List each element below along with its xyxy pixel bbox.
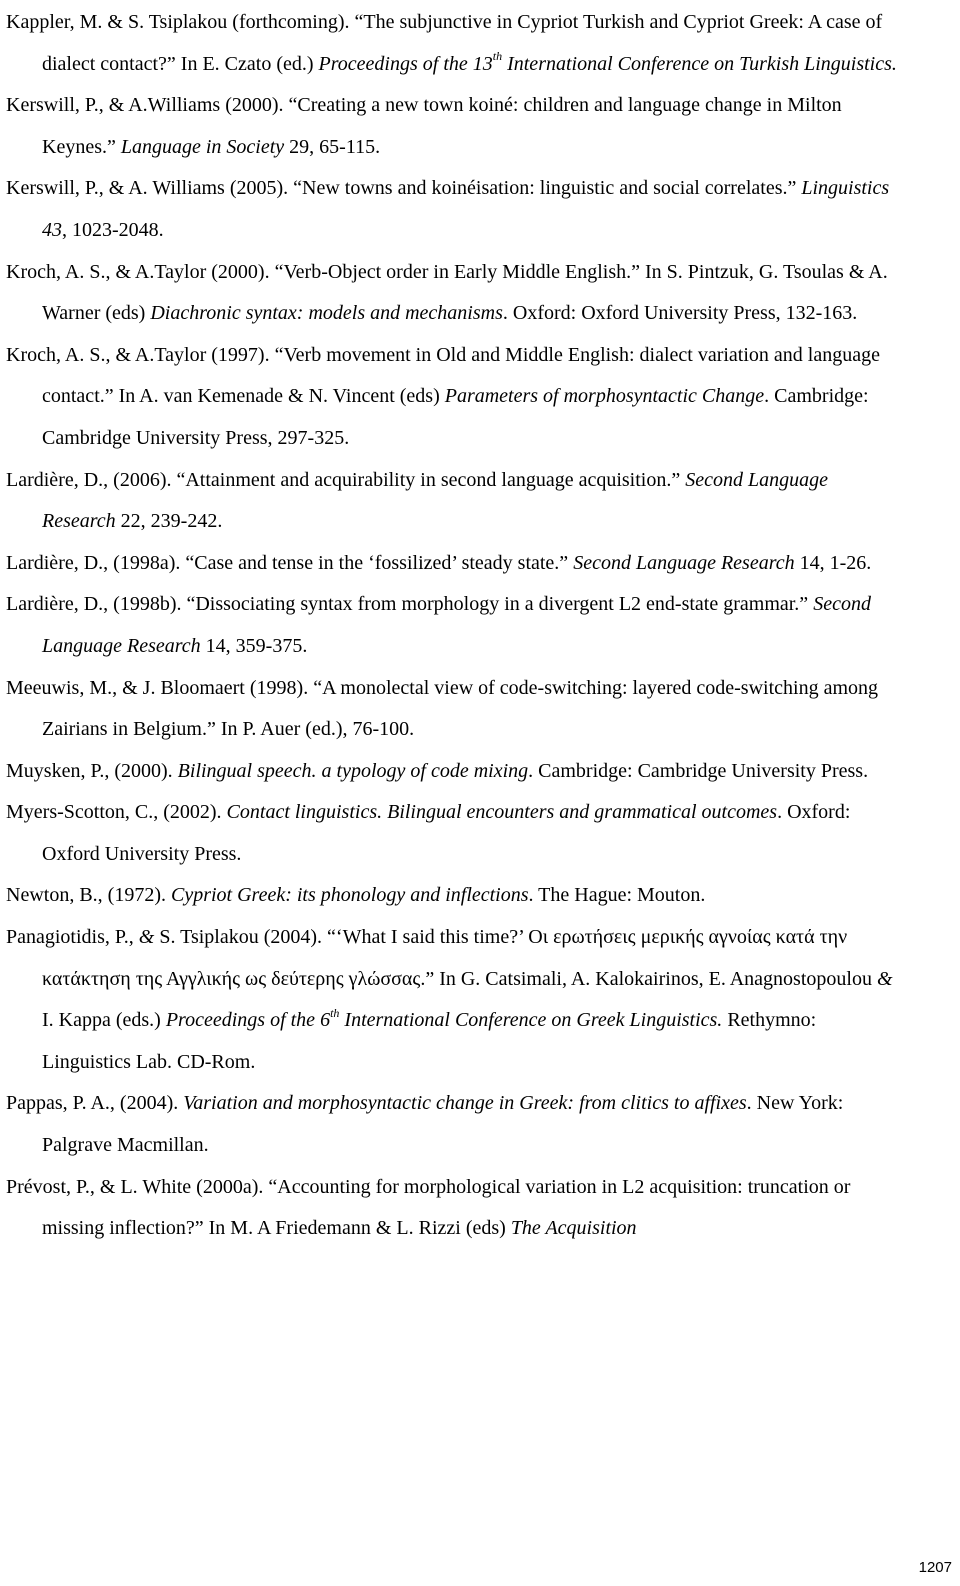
reference-entry [6,168,906,251]
reference-italic-text: Variation and morphosyntactic change in Greek: from clitics to affixes [183,1092,747,1115]
reference-entry [6,1167,906,1250]
reference-entry [6,543,906,585]
reference-italic-text: Linguistics 43 [42,177,890,241]
reference-italic-text: Second Language Research [42,593,871,657]
reference-superscript: th [330,1005,340,1020]
reference-italic-text: & [876,967,893,990]
reference-entry [6,584,906,667]
reference-entry [6,875,906,917]
reference-text: . Oxford: Oxford University Press. [42,801,851,865]
reference-entry [6,792,906,875]
reference-list [6,2,906,1250]
reference-text: Meeuwis, M., & J. Bloomaert (1998). “A monolectal view of code-switching: layered code-switching among Zairians in Belgium.” In P. Auer (ed.), 76-100. [6,676,879,741]
reference-entry [6,1083,906,1166]
reference-entry [6,751,906,793]
reference-italic-text: Parameters of morphosyntactic Change [444,385,765,408]
reference-italic-text: Second Language Research [573,551,795,574]
reference-text: Kerswill, P., & A. Williams (2005). “New towns and koinéisation: linguistic and social correlates.” [6,177,802,200]
reference-italic-text: Diachronic syntax: models and mechanisms [150,302,503,325]
reference-text: I. Kappa (eds.) [42,1009,166,1032]
reference-text: 22, 239-242. [115,510,223,533]
reference-text: Prévost, P., & L. White (2000a). “Accounting for morphological variation in L2 acquisition: truncation or missing inflection?” In M. A Friedemann & L. Rizzi (eds) [6,1175,851,1240]
reference-italic-text: Language in Society [120,135,285,158]
reference-text: . The Hague: Mouton. [528,884,706,907]
reference-text: Kerswill, P., & A.Williams (2000). “Creating a new town koiné: children and language change in Milton Keynes.” [6,94,842,158]
reference-text: Pappas, P. A., (2004). [6,1092,184,1115]
reference-text: . New York: Palgrave Macmillan. [42,1092,844,1157]
reference-italic-text: Cypriot Greek: its phonology and inflections [170,884,529,907]
reference-text: Kroch, A. S., & A.Taylor (1997). “Verb movement in Old and Middle English: dialect variation and language contact.” In A. van Kemenade & N. Vincent (eds) [6,343,880,408]
reference-italic-text: Proceedings of the 13 [318,52,493,75]
reference-text: . Oxford: Oxford University Press, 132-163. [502,302,858,325]
reference-text: Panagiotidis, P., [6,926,139,949]
reference-italic-text: Bilingual speech. a typology of code mixing [177,759,529,782]
reference-text: Kappler, M. & S. Tsiplakou (forthcoming). “The subjunctive in Cypriot Turkish and Cypriot Greek: A case of dialect contact?” In E. Czato (ed.) [6,11,883,75]
reference-entry [6,85,906,168]
reference-text: Lardière, D., (1998a). “Case and tense in the ‘fossilized’ steady state.” [6,551,574,574]
page-number: 1207 [918,1559,952,1576]
reference-italic-text: Contact linguistics. Bilingual encounters and grammatical outcomes [226,801,778,824]
reference-text: Muysken, P., (2000). [6,759,178,782]
reference-italic-text: International Conference on Greek Linguistics. [339,1009,723,1032]
reference-text: 14, 1-26. [794,551,872,574]
reference-entry [6,460,906,543]
reference-text: Kroch, A. S., & A.Taylor (2000). “Verb-Object order in Early Middle English.” In S. Pintzuk, G. Tsoulas & A. Warner (eds) [6,260,888,325]
reference-italic-text: & [138,926,155,949]
reference-superscript: th [492,48,503,63]
reference-entry [6,2,906,85]
reference-text: Rethymno: Linguistics Lab. CD-Rom. [42,1009,817,1073]
reference-text: S. Tsiplakou (2004). “‘What I said this time?’ Οι ερωτήσεις μερικής αγνοίας κατά την κατάκτηση της Αγγλικής ως δεύτερης γλώσσας.” In G. Catsimali, A. Kalokairinos, E. Anagnostopoulou [42,926,877,990]
reference-text: Myers-Scotton, C., (2002). [6,801,227,824]
reference-text: . Cambridge: Cambridge University Press. [528,759,869,782]
reference-text: . Cambridge: Cambridge University Press, 297-325. [42,385,869,449]
reference-text: Lardière, D., (2006). “Attainment and acquirability in second language acquisition.” [6,468,686,491]
reference-italic-text: Second Language Research [42,468,828,533]
reference-italic-text: The Acquisition [510,1217,637,1240]
reference-entry [6,252,906,335]
reference-text: 29, 65-115. [284,135,381,158]
reference-italic-text: International Conference on Turkish Linguistics. [502,52,897,75]
reference-italic-text: Proceedings of the 6 [165,1009,331,1032]
reference-text: Lardière, D., (1998b). “Dissociating syntax from morphology in a divergent L2 end-state grammar.” [6,593,814,616]
reference-entry [6,335,906,460]
reference-text: 14, 359-375. [200,634,308,657]
reference-entry [6,917,906,1083]
reference-text: , 1023-2048. [62,218,164,241]
reference-text: Newton, B., (1972). [6,884,171,907]
reference-entry [6,668,906,751]
